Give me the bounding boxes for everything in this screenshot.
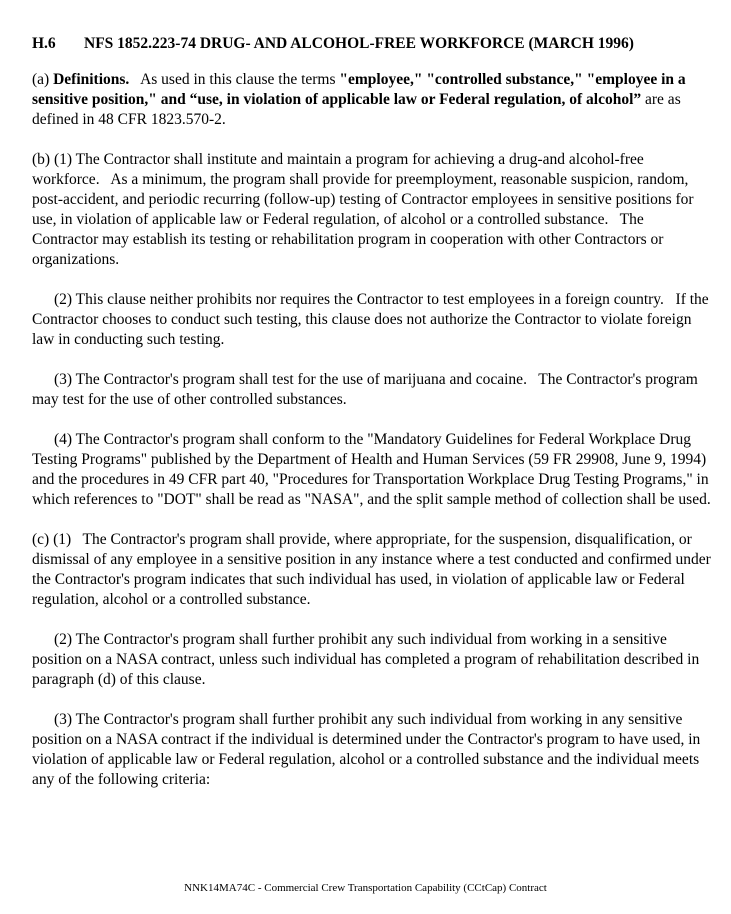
section-title: NFS 1852.223-74 DRUG- AND ALCOHOL-FREE WORKFORCE (MARCH 1996) [84,35,634,52]
paragraph-c3: (3) The Contractor's program shall further prohibit any such individual from working in any sensitive position on a NASA contract if the individual is determined under the Contractor's program to have used, in violation of applicable law or Federal regulation, alcohol or a controlled substance and the individual meets any of the following criteria: [32,711,701,788]
paragraph-a-text1: As used in this clause the terms [129,71,340,88]
paragraph-c1: (c) (1) The Contractor's program shall provide, where appropriate, for the suspension, disqualification, or dismissal of any employee in a sensitive position in any instance where a test conducted and confirmed under the Contractor's program indicates that such individual has used, in violation of applicable law or Federal regulation, alcohol or a controlled substance. [32,531,715,608]
paragraph-c2: (2) The Contractor's program shall further prohibit any such individual from working in a sensitive position on a NASA contract, unless such individual has completed a program of rehabilitation described in paragraph (d) of this clause. [32,631,700,688]
section-heading [32,34,712,54]
paragraph-b1: (b) (1) The Contractor shall institute and maintain a program for achieving a drug-and alcohol-free workforce. As a minimum, the program shall provide for preemployment, reasonable suspicion, random, post-accident, and periodic recurring (follow-up) testing of Contractor employees in sensitive positions for use, in violation of applicable law or Federal regulation, of alcohol or a controlled substance. The Contractor may establish its testing or rehabilitation program in cooperation with other Contractors or organizations. [32,151,698,268]
paragraph-a-text3: are as defined in 48 CFR 1823.570-2. [32,91,681,128]
paragraph-b2: (2) This clause neither prohibits nor requires the Contractor to test employees in a foreign country. If the Contractor chooses to conduct such testing, this clause does not authorize the Contractor to violate foreign law in conducting such testing. [32,291,713,348]
definitions-label: Definitions. [53,71,130,88]
page-footer: NNK14MA74C - Commercial Crew Transportation Capability (CCtCap) Contract [184,882,547,894]
paragraph-a-terms: "employee," "controlled substance," "employee in a sensitive position," [32,71,686,108]
section-number: H.6 [32,35,56,52]
paragraph-a-label: (a) [32,71,54,88]
paragraph-a-terms-2: and “use, in violation of applicable law or Federal regulation, of alcohol” [156,91,642,108]
paragraph-b3: (3) The Contractor's program shall test for the use of marijuana and cocaine. The Contractor's program may test for the use of other controlled substances. [32,371,702,408]
document-page [32,34,715,810]
paragraph-b4: (4) The Contractor's program shall conform to the "Mandatory Guidelines for Federal Workplace Drug Testing Programs" published by the Department of Health and Human Services (59 FR 29908, June 9, 1994) and the procedures in 49 CFR part 40, "Procedures for Transportation Workplace Drug Testing Programs," in which references to "DOT" shall be read as "NASA", and the split sample method of collection shall be used. [32,431,711,508]
paragraph-a [32,70,712,130]
